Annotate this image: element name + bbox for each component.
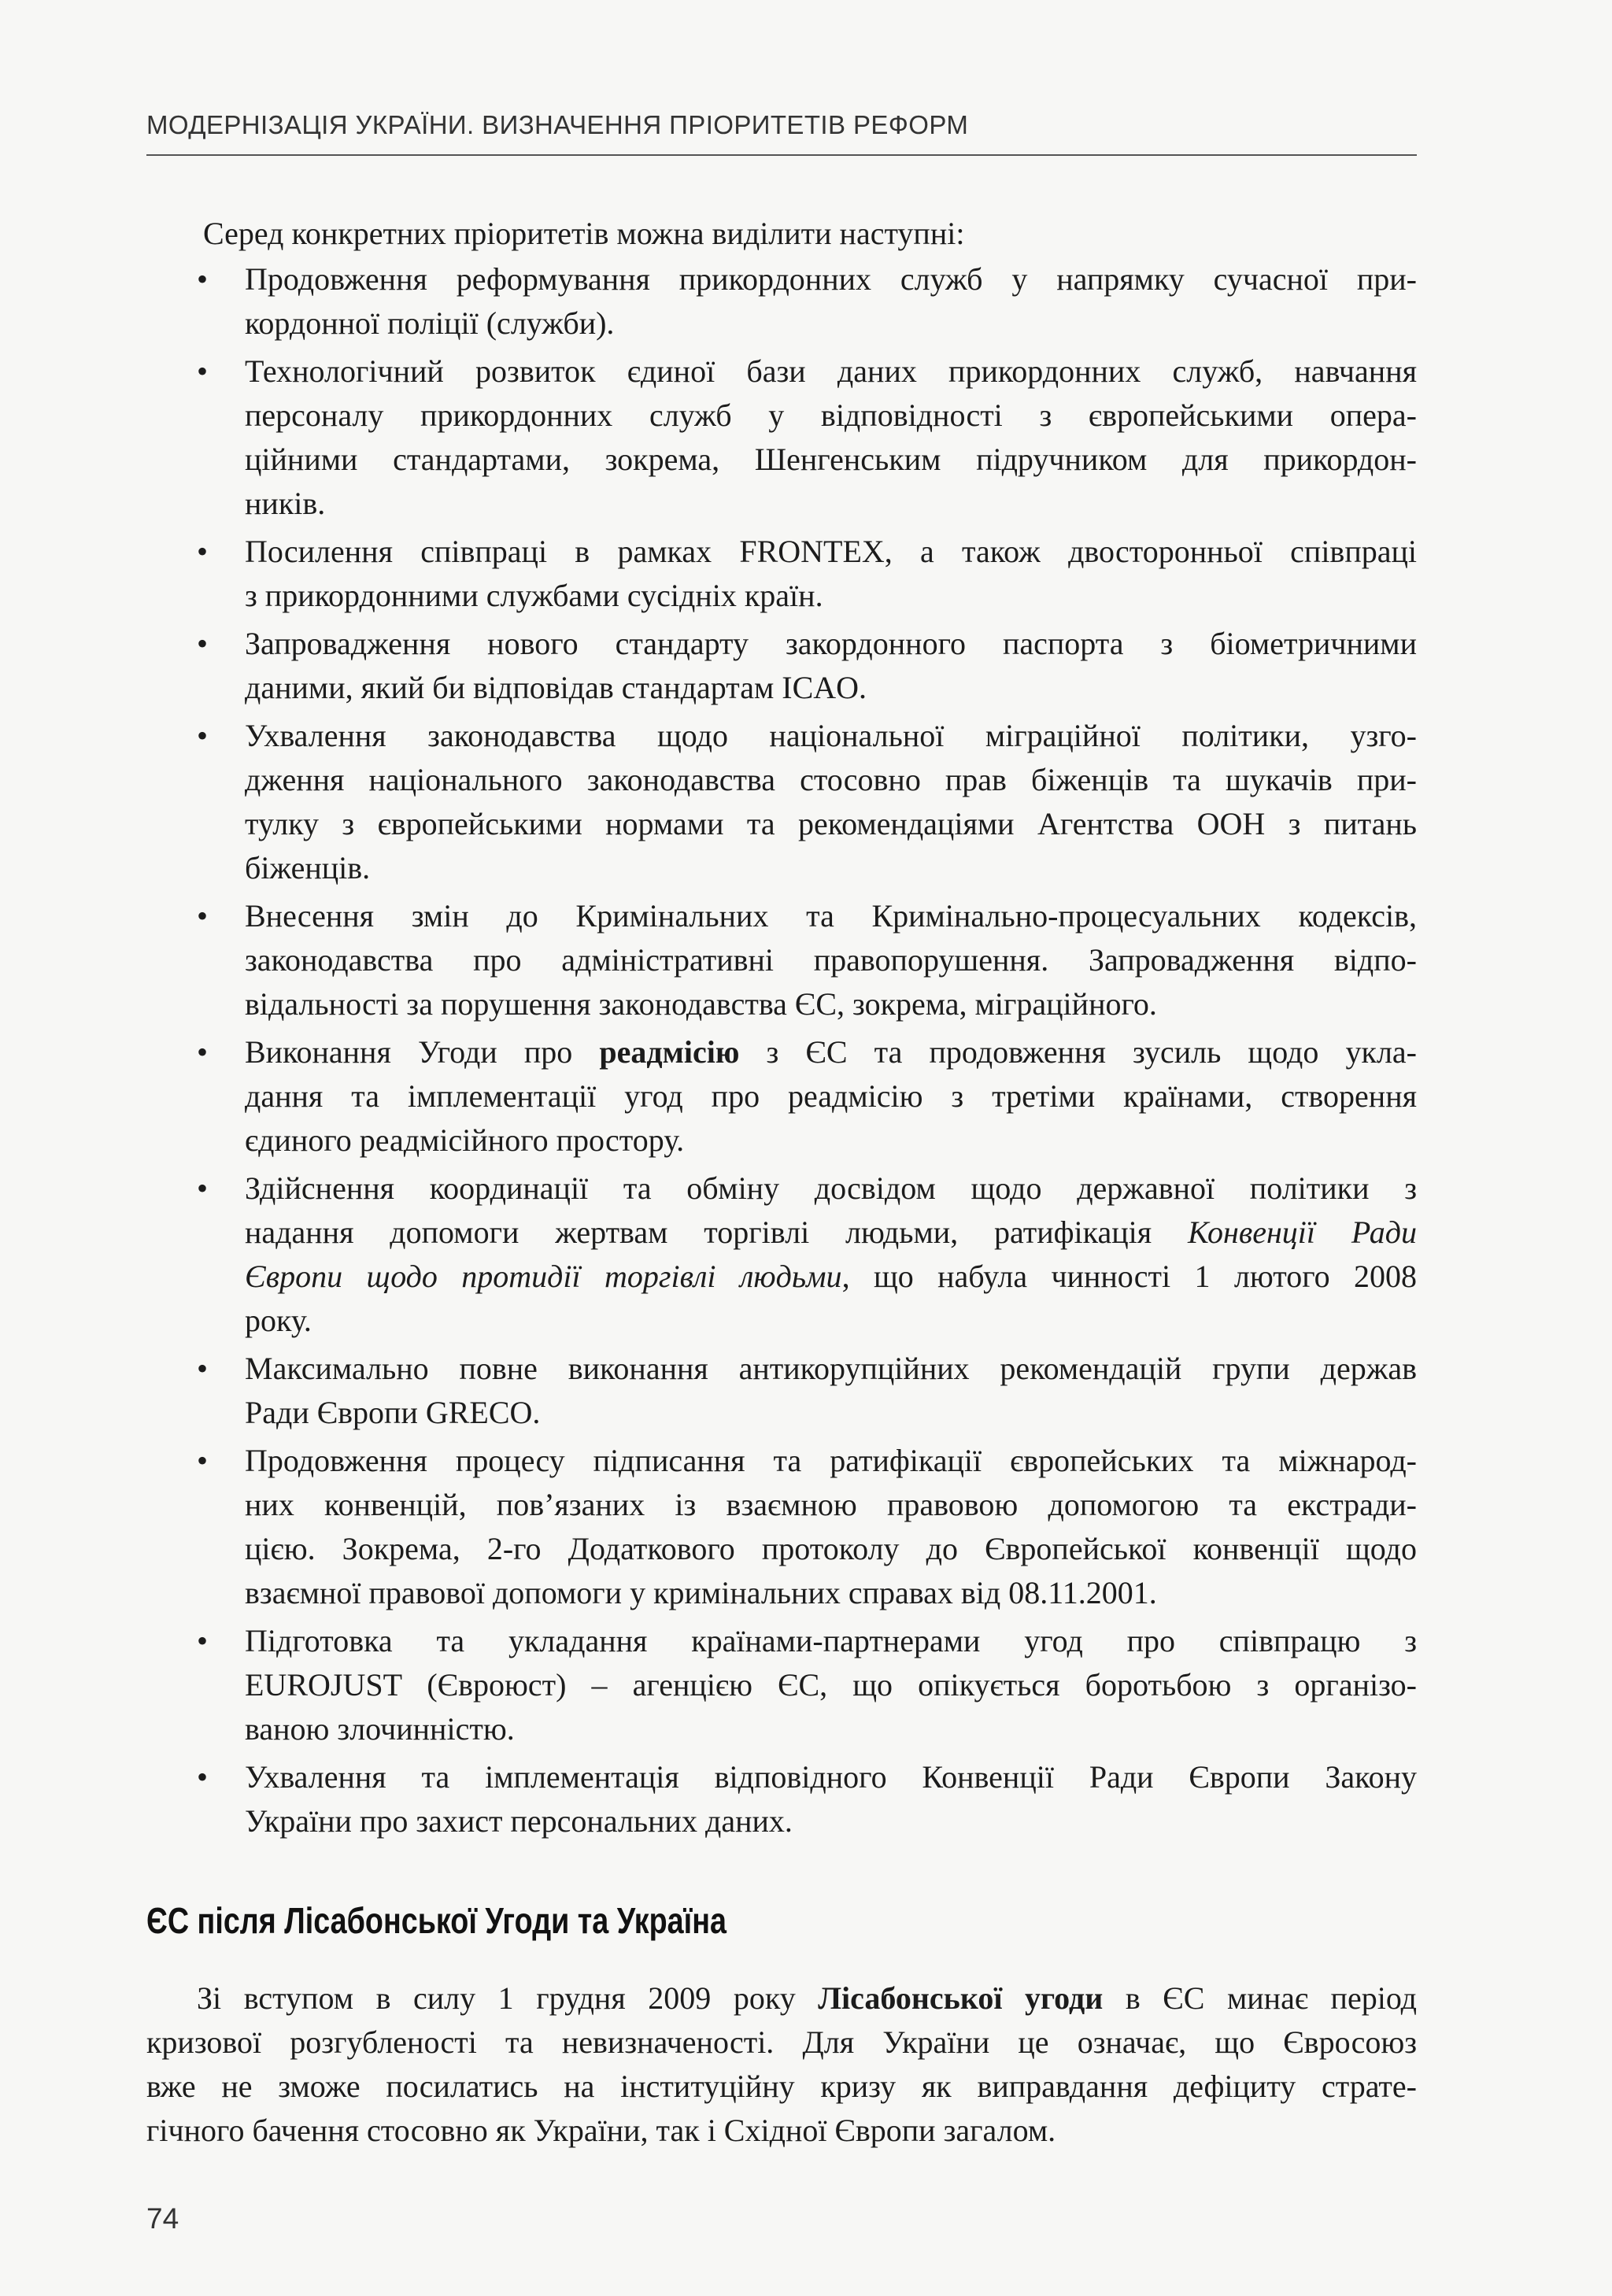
bullet-12: •: [197, 1759, 209, 1795]
page-number: 74: [146, 2202, 179, 2235]
bullet-6: •: [197, 898, 209, 934]
item-1-line-2: кордонної поліції (служби).: [245, 305, 615, 341]
item-12-line-1: Ухвалення та імплементація відповідного Конвенції Ради Європи Закону: [245, 1759, 1417, 1795]
readmission-term: реадмісію: [599, 1034, 740, 1070]
lisbon-treaty-term: Лісабонської угоди: [818, 1980, 1104, 2016]
section-heading: ЄС після Лісабонської Угоди та Україна: [146, 1900, 727, 1941]
bullet-9: •: [197, 1351, 209, 1386]
item-12-line-2: України про захист персональних даних.: [245, 1803, 793, 1839]
item-4-line-2: даними, який би відповідав стандартам ICAO.: [245, 670, 867, 705]
bullet-7: •: [197, 1034, 209, 1070]
item-10-line-4: взаємної правової допомоги у кримінальних справах від 08.11.2001.: [245, 1575, 1157, 1610]
item-11-line-1: Підготовка та укладання країнами-партнерами угод про співпрацю з: [245, 1623, 1417, 1658]
item-9-line-1: Максимально повне виконання антикорупційних рекомендацій групи держав: [245, 1351, 1417, 1386]
section-para-line-3: вже не зможе посилатись на інституційну кризу як виправдання дефіциту страте-: [146, 2069, 1417, 2104]
bullet-1: •: [197, 261, 209, 297]
item-6-line-2: законодавства про адміністративні правопорушення. Запровадження відпо-: [245, 942, 1417, 978]
bullet-2: •: [197, 353, 209, 389]
item-8-line-4: року.: [245, 1303, 312, 1338]
item-10-line-1: Продовження процесу підписання та ратифікації європейських та міжнарод-: [245, 1443, 1417, 1478]
item-2-line-1: Технологічний розвиток єдиної бази даних прикордонних служб, навчання: [245, 353, 1417, 389]
item-4-line-1: Запровадження нового стандарту закордонного паспорта з біометричними: [245, 626, 1417, 661]
item-3-line-2: з прикордонними службами сусідніх країн.: [245, 578, 823, 613]
item-7-line-1: Виконання Угоди про реадмісію з ЄС та продовження зусиль щодо укла-: [245, 1034, 1417, 1070]
item-11-line-2: EUROJUST (Євроюст) – агенцією ЄС, що опікується боротьбою з організо-: [245, 1667, 1417, 1703]
bullet-8: •: [197, 1170, 209, 1206]
item-5-line-2: дження національного законодавства стосовно прав біженців та шукачів при-: [245, 762, 1417, 797]
bullet-3: •: [197, 534, 209, 569]
bullet-10: •: [197, 1443, 209, 1478]
item-10-line-3: цією. Зокрема, 2-го Додаткового протоколу до Європейської конвенції щодо: [245, 1531, 1417, 1566]
item-5-line-1: Ухвалення законодавства щодо національної міграційної політики, узго-: [245, 718, 1417, 753]
bullet-4: •: [197, 626, 209, 661]
item-8-line-2: надання допомоги жертвам торгівлі людьми, ратифікація Конвенції Ради: [245, 1215, 1417, 1250]
item-9-line-2: Ради Європи GRECO.: [245, 1395, 541, 1430]
convention-title-cont: Європи щодо протидії торгівлі людьми: [245, 1259, 842, 1294]
section-para-line-2: кризової розгубленості та невизначеності. Для України це означає, що Євросоюз: [146, 2024, 1417, 2060]
bullet-5: •: [197, 718, 209, 753]
item-7-line-3: єдиного реадмісійного простору.: [245, 1122, 685, 1158]
item-10-line-2: них конвенцій, пов’язаних із взаємною правовою допомогою та екстради-: [245, 1487, 1417, 1522]
item-8-line-1: Здійснення координації та обміну досвідом щодо державної політики з: [245, 1170, 1417, 1206]
bullet-11: •: [197, 1623, 209, 1658]
item-2-line-4: ників.: [245, 486, 326, 521]
item-8-line-3: Європи щодо протидії торгівлі людьми, що набула чинності 1 лютого 2008: [245, 1259, 1418, 1294]
item-7-line-2: дання та імплементації угод про реадмісію з третіми країнами, створення: [245, 1078, 1417, 1114]
item-11-line-3: ваною злочинністю.: [245, 1711, 515, 1747]
convention-title: Конвенції Ради: [1187, 1215, 1417, 1250]
item-1-line-1: Продовження реформування прикордонних служб у напрямку сучасної при-: [245, 261, 1417, 297]
item-5-line-4: біженців.: [245, 850, 371, 885]
item-3-line-1: Посилення співпраці в рамках FRONTEX, а також двосторонньої співпраці: [245, 534, 1417, 569]
item-2-line-3: ційними стандартами, зокрема, Шенгенським підручником для прикордон-: [245, 442, 1417, 477]
intro-text: Серед конкретних пріоритетів можна виділити наступні:: [203, 216, 965, 251]
running-head: МОДЕРНІЗАЦІЯ УКРАЇНИ. ВИЗНАЧЕННЯ ПРІОРИТЕТІВ РЕФОРМ: [146, 110, 969, 139]
item-5-line-3: тулку з європейськими нормами та рекомендаціями Агентства ООН з питань: [245, 806, 1417, 841]
item-6-line-1: Внесення змін до Кримінальних та Кримінально-процесуальних кодексів,: [245, 898, 1417, 934]
item-6-line-3: відальності за порушення законодавства ЄС, зокрема, міграційного.: [245, 986, 1157, 1022]
section-para-line-4: гічного бачення стосовно як України, так і Східної Європи загалом.: [146, 2113, 1056, 2148]
header-rule: [146, 154, 1417, 156]
section-para-line-1: Зі вступом в силу 1 грудня 2009 року Лісабонської угоди в ЄС минає період: [197, 1980, 1418, 2016]
item-2-line-2: персоналу прикордонних служб у відповідності з європейськими опера-: [245, 397, 1417, 433]
